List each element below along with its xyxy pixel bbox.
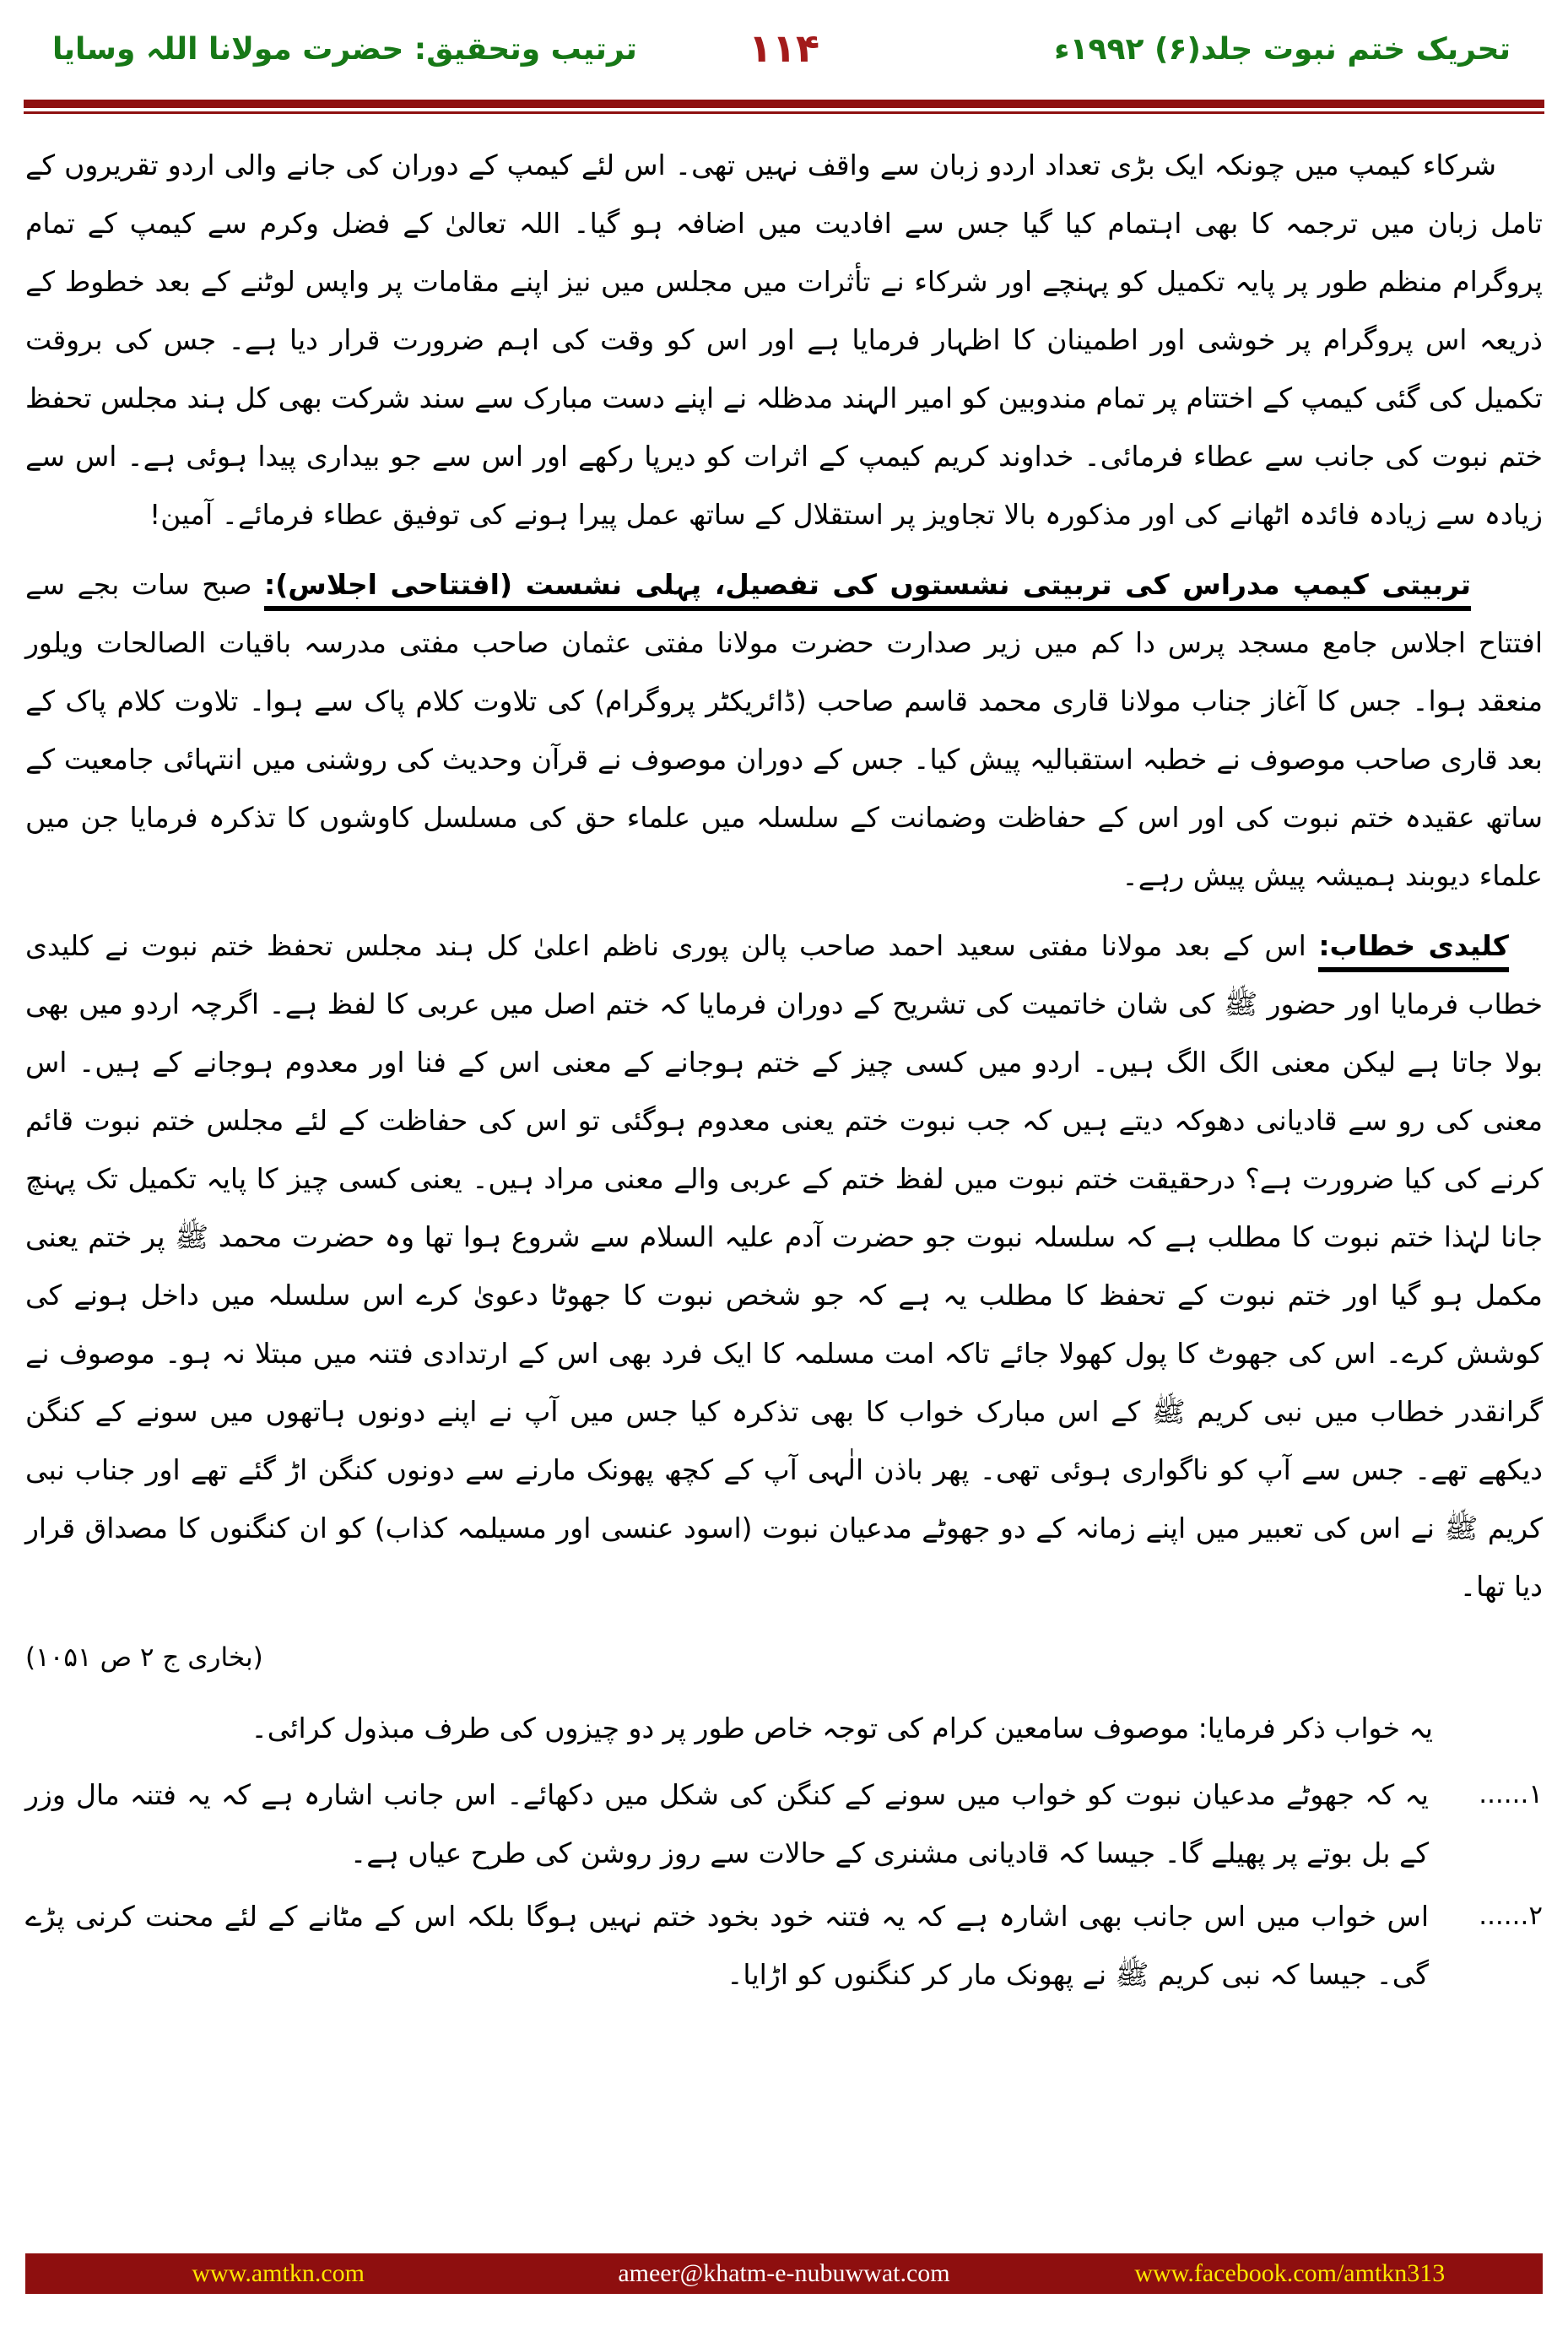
footer-bar: [25, 2253, 1543, 2294]
bukhari-reference: (بخاری ج ۲ ص ۱۰۵۱): [25, 1642, 263, 1673]
list-item-text: یہ کہ جھوٹے مدعیان نبوت کو خواب میں سونے کے کنگن کی شکل میں دکھائے۔ اس جانب اشارہ ہے کہ یہ فتنہ مال وزر کے بل بوتے پر پھیلے گا۔ جیسا کہ قادیانی مشنری کے حالات سے روز روشن کی طرح عیاں ہے۔: [25, 1778, 1429, 1869]
footer-facebook-url: www.facebook.com/amtkn313: [1134, 2259, 1446, 2287]
session-heading-time: صبح سات بجے سے افتتاح اجلاس: [25, 568, 1543, 659]
camp-summary-paragraph: شرکاء کیمپ میں چونکہ ایک بڑی تعداد اردو زبان سے واقف نہیں تھی۔ اس لئے کیمپ کے دوران کی جانے والی اردو تقریروں کے تامل زبان میں ترجمہ کا بھی اہتمام کیا گیا جس سے افادیت میں اضافہ ہو گیا۔ اللہ تعالیٰ کے فضل وکرم سے کیمپ کے تمام پروگرام منظم طور پر پایہ تکمیل کو پہنچے اور شرکاء نے تأثرات میں مجلس میں نیز اپنے مقامات پر واپس لوٹنے کے بعد خطوط کے ذریعہ اس پروگرام پر خوشی اور اطمینان کا اظہار فرمایا ہے اور اس کو وقت کی اہم ضرورت قرار دیا ہے۔ جس کی بروقت تکمیل کی گئی کیمپ کے اختتام پر تمام مندوبین کو امیر الہند مدظلہ نے اپنے دست مبارک سے سند شرکت بھی کل ہند مجلس تحفظ ختم نبوت کی جانب سے عطاء فرمائی۔ خداوند کریم کیمپ کے اثرات کو دیرپا رکھے اور اس سے جو بیداری پیدا ہوئی ہے۔ اس سے زیادہ سے زیادہ فائدہ اٹھانے کی اور مذکورہ بالا تجاویز پر استقلال کے ساتھ عمل پیرا ہونے کی توفیق عطاء فرمائے۔ آمین!: [25, 149, 1543, 531]
page-body: [0, 114, 1568, 2004]
dream-intro-line: یہ خواب ذکر فرمایا: موصوف سامعین کرام کی توجہ خاص طور پر دو چیزوں کی طرف مبذول کرائی۔: [251, 1712, 1433, 1744]
book-title: تحریک ختم نبوت جلد(۶) ۱۹۹۲ء: [1054, 32, 1511, 67]
header-divider: [24, 100, 1544, 114]
session-heading: تربیتی کیمپ مدراس کی تربیتی نشستوں کی تفصیل، پہلی نشست (افتتاحی اجلاس):: [264, 568, 1471, 611]
page-header: [0, 0, 1568, 100]
keynote-heading: کلیدی خطاب:: [1318, 929, 1509, 972]
session-paragraph: [25, 555, 1543, 905]
footer-website-url: www.amtkn.com: [192, 2259, 365, 2287]
dream-points-list: [25, 1766, 1543, 2004]
footer-email-address: ameer@khatm-e-nubuwwat.com: [618, 2259, 950, 2287]
list-item-marker: ۱......: [1479, 1779, 1543, 1809]
list-item: [25, 1887, 1543, 2004]
list-item-text: اس خواب میں اس جانب بھی اشارہ ہے کہ یہ فتنہ خود بخود ختم نہیں ہوگا بلکہ اس کے مٹانے کے لئے محنت کرنی پڑے گی۔ جیسا کہ نبی کریم ﷺ نے پھونک مار کر کنگنوں کو اڑایا۔: [25, 1900, 1429, 1991]
list-item: [25, 1766, 1543, 1882]
keynote-paragraph: [25, 917, 1543, 1615]
page-number: ۱۱۴: [748, 25, 820, 71]
keynote-paragraph-text: اس کے بعد مولانا مفتی سعید احمد صاحب پالن پوری ناظم اعلیٰ کل ہند مجلس تحفظ ختم نبوت نے کلیدی خطاب فرمایا اور حضور ﷺ کی شان خاتمیت کی تشریح کے دوران فرمایا کہ ختم اصل میں عربی کا لفظ ہے۔ اگرچہ اردو میں بھی بولا جاتا ہے لیکن معنی الگ الگ ہیں۔ اردو میں کسی چیز کے ختم ہوجانے کے معنی اس کے فنا اور معدوم ہوجانے کے ہیں۔ اس معنی کی رو سے قادیانی دھوکہ دیتے ہیں کہ جب نبوت ختم یعنی معدوم ہوگئی تو اس کی حفاظت کے لئے مجلس ختم نبوت قائم کرنے کی کیا ضرورت ہے؟ درحقیقت ختم نبوت میں لفظ ختم کے عربی والے معنی مراد ہیں۔ یعنی کسی چیز کا پایہ تکمیل تک پہنچ جانا لہٰذا ختم نبوت کا مطلب ہے کہ سلسلہ نبوت جو حضرت آدم علیہ السلام سے شروع ہوا تھا وہ حضرت محمد ﷺ پر ختم یعنی مکمل ہو گیا اور ختم نبوت کے تحفظ کا مطلب یہ ہے کہ جو شخص نبوت کا جھوٹا دعویٰ کرے اس سلسلہ میں داخل ہونے کی کوشش کرے۔ اس کی جھوٹ کا پول کھولا جائے تاکہ امت مسلمہ کا ایک فرد بھی اس کے ارتدادی فتنہ میں مبتلا نہ ہو۔ موصوف نے گرانقدر خطاب میں نبی کریم ﷺ کے اس مبارک خواب کا بھی تذکرہ کیا جس میں آپ نے اپنے دونوں ہاتھوں میں سونے کے کنگن دیکھے تھے۔ جس سے آپ کو ناگواری ہوئی تھی۔ پھر باذن الٰہی آپ کے کچھ پھونک مارنے سے دونوں کنگن اڑ گئے تھے اور جناب نبی کریم ﷺ نے اس کی تعبیر میں اپنے زمانہ کے دو جھوٹے مدعیان نبوت (اسود عنسی اور مسیلمہ کذاب) کو ان کنگنوں کا مصداق قرار دیا تھا۔: [25, 929, 1543, 1603]
list-item-marker: ۲......: [1479, 1901, 1543, 1931]
divider-thick-line: [24, 100, 1544, 108]
compiler-credit: ترتیب وتحقیق: حضرت مولانا اللہ وسایا: [52, 32, 637, 67]
session-paragraph-text: جامع مسجد پرس دا کم میں زیر صدارت حضرت مولانا مفتی عثمان صاحب مفتی مدرسہ باقیات الصالحات ویلور منعقد ہوا۔ جس کا آغاز جناب مولانا قاری محمد قاسم صاحب (ڈائریکٹر پروگرام) کی تلاوت کلام پاک سے ہوا۔ تلاوت کلام پاک کے بعد قاری صاحب موصوف نے خطبہ استقبالیہ پیش کیا۔ جس کے دوران موصوف نے قرآن وحدیث کی روشنی میں انتہائی جامعیت کے ساتھ عقیدہ ختم نبوت کی اور اس کے حفاظت وضمانت کے سلسلہ میں علماء حق کی مسلسل کاوشوں کا تذکرہ فرمایا جن میں علماء دیوبند ہمیشہ پیش پیش رہے۔: [25, 626, 1543, 892]
